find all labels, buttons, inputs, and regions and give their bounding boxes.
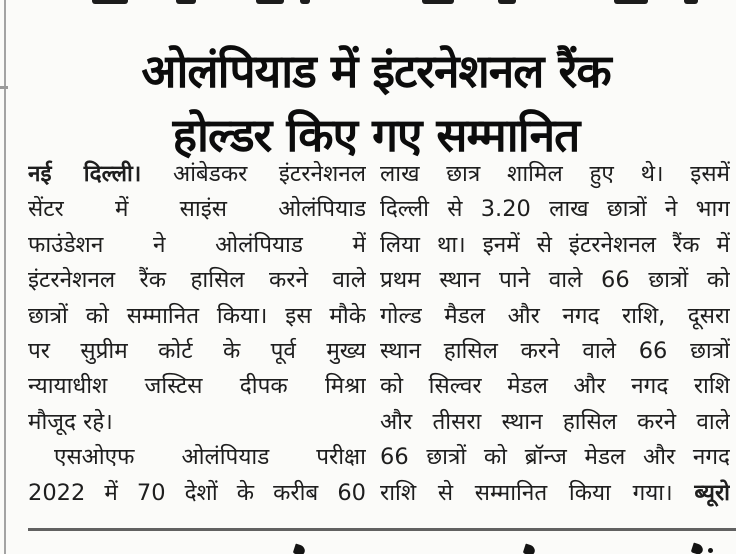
- text-fragment: [684, 0, 698, 4]
- text-fragment: [708, 548, 713, 553]
- text-fragment: [176, 0, 196, 4]
- body-line: 2022 में 70 देशों के करीब 60: [28, 479, 366, 506]
- dateline: नई दिल्ली।: [28, 161, 142, 187]
- byline: ब्यूरो: [694, 479, 730, 506]
- text-fragment: [300, 0, 310, 4]
- headline: [22, 39, 730, 167]
- body-line: दिल्ली से 3.20 लाख छात्रों ने भाग: [380, 196, 730, 223]
- body-line: [28, 157, 366, 192]
- text-fragment: [92, 0, 128, 4]
- headline-line-1: ओलंपियाड में इंटरनेशनल रैंक: [141, 43, 611, 98]
- body-line: लिया था। इनमें से इंटरनेशनल रैंक में: [380, 231, 730, 258]
- text-fragment: [614, 0, 648, 4]
- text-fragment: [498, 0, 516, 4]
- body-column-left: [28, 157, 366, 511]
- body-line: स्थान हासिल करने वाले 66 छात्रों: [380, 337, 730, 364]
- body-line: गोल्ड मैडल और नगद राशि, दूसरा: [380, 302, 730, 329]
- body-text: राशि से सम्मानित किया गया।: [380, 479, 673, 506]
- text-fragment: [256, 0, 284, 4]
- body-line: छात्रों को सम्मानित किया। इस मौके: [28, 302, 366, 329]
- body-line: न्यायाधीश जस्टिस दीपक मिश्रा: [28, 373, 366, 400]
- body-line: मौजूद रहे।: [28, 408, 113, 435]
- text-fragment: [293, 544, 307, 554]
- body-line: 66 छात्रों को ब्रॉन्ज मेडल और नगद: [380, 444, 730, 471]
- text-fragment: [422, 0, 454, 4]
- article-body: [28, 157, 730, 511]
- body-line: पर सुप्रीम कोर्ट के पूर्व मुख्य: [28, 337, 366, 364]
- margin-tick: [0, 86, 8, 89]
- body-text: आंबेडकर इंटरनेशनल: [172, 161, 366, 187]
- body-line: लाख छात्र शामिल हुए थे। इसमें: [380, 161, 730, 187]
- separator-rule: [28, 528, 736, 531]
- headline-line-2: होल्डर किए गए सम्मानित: [172, 107, 580, 162]
- body-line: [380, 476, 730, 511]
- text-fragment: [523, 544, 537, 554]
- body-line: प्रथम स्थान पाने वाले 66 छात्रों को: [380, 267, 730, 294]
- body-line: और तीसरा स्थान हासिल करने वाले: [380, 408, 730, 435]
- body-line: एसओएफ ओलंपियाड परीक्षा: [54, 444, 366, 471]
- body-line: को सिल्वर मेडल और नगद राशि: [380, 373, 730, 400]
- body-column-right: [380, 157, 730, 511]
- body-line: सेंटर में साइंस ओलंपियाड: [28, 196, 366, 223]
- column-divider-line: [4, 0, 6, 554]
- text-fragment: [691, 543, 705, 554]
- body-line: फाउंडेशन ने ओलंपियाड में: [28, 231, 366, 258]
- body-line: इंटरनेशनल रैंक हासिल करने वाले: [28, 267, 366, 294]
